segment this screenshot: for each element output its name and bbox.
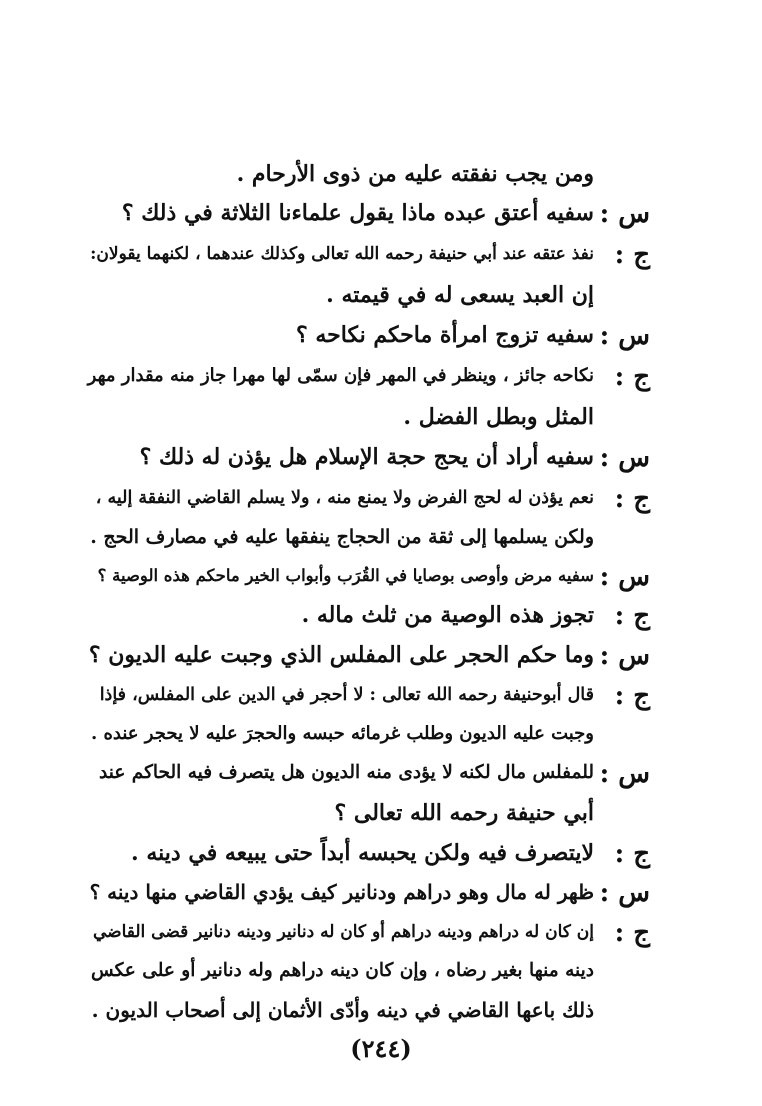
answer-marker: ج : [614, 601, 650, 631]
answer-marker: ج : [614, 484, 650, 514]
text-line: إن العبد يسعى له في قيمته . [326, 282, 594, 308]
page-number: (٢٤٤) [350, 1034, 412, 1063]
answer-marker: ج : [614, 240, 650, 270]
answer-marker: ج : [614, 681, 650, 711]
question-marker: س : [599, 443, 650, 473]
text-line: ومن يجب نفقته عليه من ذوى الأرحام . [236, 161, 594, 187]
answer-marker: ج : [614, 362, 650, 392]
answer-text: نكاحه جائز ، وينظر في المهر فإن سمّى لها مهرا جاز منه مقدار مهر [87, 365, 594, 386]
question-marker: س : [599, 321, 650, 351]
question-text: سفيه أعتق عبده ماذا يقول علماءنا الثلاثة في ذلك ؟ [121, 200, 594, 226]
question-text: سفيه مرض وأوصى بوصايا في القُرَب وأبواب الخير ماحكم هذه الوصية ؟ [97, 566, 594, 585]
text-line: أبي حنيفة رحمه الله تعالى ؟ [334, 800, 594, 826]
question-marker: س : [599, 199, 650, 229]
question-marker: س : [599, 759, 650, 789]
answer-text: قال أبوحنيفة رحمه الله تعالى : لا أحجر في الدين على المفلس، فإذا [99, 685, 594, 705]
answer-text: نفذ عتقه عند أبي حنيفة رحمه الله تعالى وكذلك عندهما ، لكنهما يقولان: [90, 244, 594, 264]
question-text: ظهر له مال وهو دراهم ودنانير كيف يؤدي القاضي منها دينه ؟ [89, 880, 594, 904]
text-line: ولكن يسلمها إلى ثقة من الحجاج ينفقها عليه في مصارف الحج . [90, 526, 594, 548]
answer-marker: ج : [614, 918, 650, 948]
answer-marker: ج : [614, 839, 650, 869]
answer-text: لايتصرف فيه ولكن يحبسه أبداً حتى يبيعه في دينه . [131, 840, 594, 866]
question-marker: س : [599, 562, 650, 592]
question-marker: س : [599, 641, 650, 671]
question-text: سفيه تزوج امرأة ماحكم نكاحه ؟ [296, 322, 594, 348]
question-text: وما حكم الحجر على المفلس الذي وجبت عليه الديون ؟ [88, 642, 594, 668]
text-line: ذلك باعها القاضي في دينه وأدّى الأثمان إلى أصحاب الديون . [91, 998, 594, 1022]
answer-text: إن كان له دراهم ودينه دراهم أو كان له دنانير ودينه دنانير قضى القاضي [92, 922, 594, 942]
answer-text: نعم يؤذن له لحج الفرض ولا يمنع منه ، ولا يسلم القاضي النفقة إليه ، [95, 488, 594, 508]
answer-text: تجوز هذه الوصية من ثلث ماله . [301, 602, 594, 628]
text-line: دينه منها بغير رضاه ، وإن كان دينه دراهم وله دنانير أو على عكس [91, 960, 594, 981]
text-line: وجبت عليه الديون وطلب غرمائه حبسه والحجرَ عليه لا يحجر عنده . [90, 723, 594, 744]
question-marker: س : [599, 878, 650, 908]
question-text: للمفلس مال لكنه لا يؤدى منه الديون هل يتصرف فيه الحاكم عند [99, 762, 594, 783]
question-text: سفيه أراد أن يحج حجة الإسلام هل يؤذن له ذلك ؟ [139, 444, 594, 470]
text-line: المثل وبطل الفضل . [403, 404, 594, 430]
